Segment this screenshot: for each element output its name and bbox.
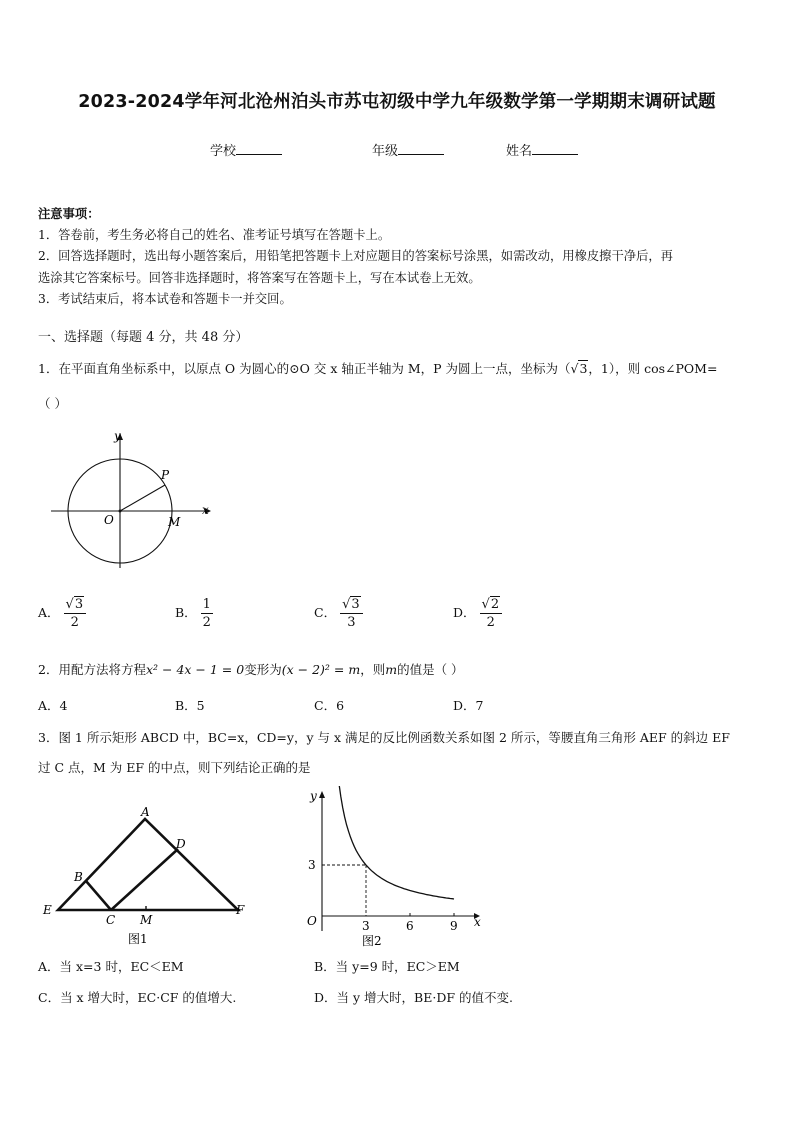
grade-blank bbox=[398, 143, 444, 155]
q2-text-a: 2．用配方法将方程 bbox=[38, 662, 146, 677]
q3-fig2-x-tick-3: 3 bbox=[362, 919, 370, 933]
q3-label-d: D bbox=[176, 837, 186, 851]
q3-option-d[interactable]: D．当 y 增大时，BE·DF 的值不变. bbox=[314, 990, 513, 1005]
q3-fig2-caption: 图2 bbox=[362, 934, 382, 948]
notes-block bbox=[38, 203, 673, 311]
q1-option-c-label: C． bbox=[314, 605, 337, 620]
q1-option-c-frac: $\frac{√3}{3}$ bbox=[340, 597, 363, 630]
q1-m-label: M bbox=[168, 515, 181, 529]
q1-paren: （ ） bbox=[38, 396, 67, 411]
name-blank bbox=[532, 143, 578, 155]
q3-segment-cd bbox=[111, 849, 178, 910]
school-blank bbox=[236, 143, 282, 155]
q2-equation-2: (x − 2)² = m bbox=[281, 662, 361, 677]
q1-option-a-frac: $\frac{√3}{2}$ bbox=[64, 597, 87, 630]
q3-option-c[interactable]: C．当 x 增大时，EC·CF 的值增大. bbox=[38, 990, 237, 1005]
q1-option-b-num: 1 bbox=[202, 597, 211, 612]
notes-item-3: 3．考试结束后，将本试卷和答题卡一并交回。 bbox=[38, 292, 292, 306]
q1-origin-dot bbox=[119, 510, 122, 513]
q2-equation-1: x² − 4x − 1 = 0 bbox=[145, 662, 245, 677]
q3-label-c: C bbox=[106, 913, 116, 927]
q2-text-d: 的值是（ ） bbox=[397, 662, 464, 677]
q1-option-d-num: 2 bbox=[490, 597, 500, 612]
q1-option-b-frac bbox=[201, 597, 213, 630]
q3-option-a[interactable]: A．当 x=3 时，EC＜EM bbox=[38, 959, 184, 974]
q3-fig2-curve bbox=[339, 786, 454, 899]
q3-line-2: 过 C 点，M 为 EF 的中点，则下列结论正确的是 bbox=[38, 760, 311, 775]
grade-field bbox=[372, 140, 444, 159]
notes-heading: 注意事项： bbox=[38, 206, 100, 221]
q1-option-b[interactable] bbox=[175, 597, 213, 630]
page-title: 2023-2024学年河北沧州泊头市苏屯初级中学九年级数学第一学期期末调研试题 bbox=[78, 92, 716, 112]
q3-label-b: B bbox=[74, 870, 83, 884]
q3-line-1: 3．图 1 所示矩形 ABCD 中，BC=x，CD=y，y 与 x 满足的反比例函数关系如图 2 所示，等腰直角三角形 AEF 的斜边 EF bbox=[38, 730, 730, 745]
q3-fig2-x-label: x bbox=[474, 915, 481, 929]
q1-option-a-label: A． bbox=[38, 605, 60, 620]
q3-label-a: A bbox=[141, 805, 150, 819]
q3-fig2-x-tick-9: 9 bbox=[450, 919, 458, 933]
q1-option-c[interactable] bbox=[314, 597, 363, 630]
notes-item-2a: 2．回答选择题时，选出每小题答案后，用铅笔把答题卡上对应题目的答案标号涂黑，如需改动，用橡皮擦干净后，再 bbox=[38, 249, 673, 263]
q3-figure-1 bbox=[36, 802, 266, 950]
q2-option-d[interactable]: D．7 bbox=[453, 698, 484, 713]
q2-option-c[interactable]: C．6 bbox=[314, 698, 345, 713]
q3-fig2-x-tick-6: 6 bbox=[406, 919, 414, 933]
q3-fig1-caption: 图1 bbox=[128, 932, 148, 946]
grade-label: 年级 bbox=[372, 144, 399, 159]
q1-option-b-label: B． bbox=[175, 605, 197, 620]
name-field bbox=[506, 140, 578, 159]
q1-x-label: x bbox=[202, 503, 209, 517]
q3-fig2-y-arrow bbox=[319, 791, 325, 798]
q1-option-b-den: 2 bbox=[202, 615, 211, 630]
q3-label-m: M bbox=[140, 913, 153, 927]
q1-text-b: ，1），则 cos∠POM= bbox=[588, 361, 718, 376]
q1-option-c-num: 3 bbox=[351, 597, 360, 612]
q1-sqrt-symbol: √ bbox=[570, 361, 579, 376]
q1-option-d-den: 2 bbox=[486, 615, 495, 630]
q1-option-d-label: D． bbox=[453, 605, 476, 620]
school-label: 学校 bbox=[210, 144, 237, 159]
q2-text-b: 变形为 bbox=[244, 662, 282, 677]
q3-option-b[interactable]: B．当 y=9 时，EC＞EM bbox=[314, 959, 460, 974]
q1-y-label: y bbox=[114, 429, 121, 443]
notes-item-1: 1．答卷前，考生务必将自己的姓名、准考证号填写在答题卡上。 bbox=[38, 227, 391, 242]
q1-text-a: 1．在平面直角坐标系中，以原点 O 为圆心的⊙O 交 x 轴正半轴为 M，P 为圆上一点，坐标为（ bbox=[38, 361, 571, 376]
q1-o-label: O bbox=[104, 513, 114, 527]
q1-radius-op bbox=[120, 485, 165, 511]
q3-segment-bc bbox=[86, 881, 111, 910]
q3-fig2-y-tick-3: 3 bbox=[308, 858, 316, 872]
section-heading: 一、选择题（每题 4 分，共 48 分） bbox=[38, 330, 249, 345]
q3-label-e: E bbox=[43, 903, 52, 917]
q1-p-label: P bbox=[161, 468, 170, 482]
q3-triangle-aef bbox=[58, 819, 238, 910]
q2-option-a[interactable]: A．4 bbox=[38, 698, 68, 713]
q1-option-a-den: 2 bbox=[70, 615, 79, 630]
q2-m: m bbox=[385, 662, 398, 677]
q3-fig2-o-label: O bbox=[307, 914, 317, 928]
notes-item-2b: 选涂其它答案标号。回答非选择题时，将答案写在答题卡上，写在本试卷上无效。 bbox=[38, 270, 481, 285]
school-field bbox=[210, 140, 282, 159]
q1-option-d[interactable] bbox=[453, 597, 502, 630]
q2-text-c: ，则 bbox=[360, 662, 386, 677]
q3-label-f: F bbox=[236, 903, 245, 917]
q1-figure bbox=[45, 428, 225, 578]
q2-option-b[interactable]: B．5 bbox=[175, 698, 205, 713]
name-label: 姓名 bbox=[506, 144, 533, 159]
q2-text bbox=[38, 660, 464, 680]
q1-option-c-den: 3 bbox=[347, 615, 356, 630]
q1-option-a[interactable] bbox=[38, 597, 86, 630]
q3-figure-2 bbox=[298, 786, 488, 948]
q1-text bbox=[38, 359, 717, 379]
q1-sqrt-value: 3 bbox=[579, 361, 588, 376]
q1-option-d-frac: $\frac{√2}{2}$ bbox=[480, 597, 503, 630]
q1-option-a-num: 3 bbox=[74, 597, 84, 612]
q3-fig2-y-label: y bbox=[310, 789, 317, 803]
